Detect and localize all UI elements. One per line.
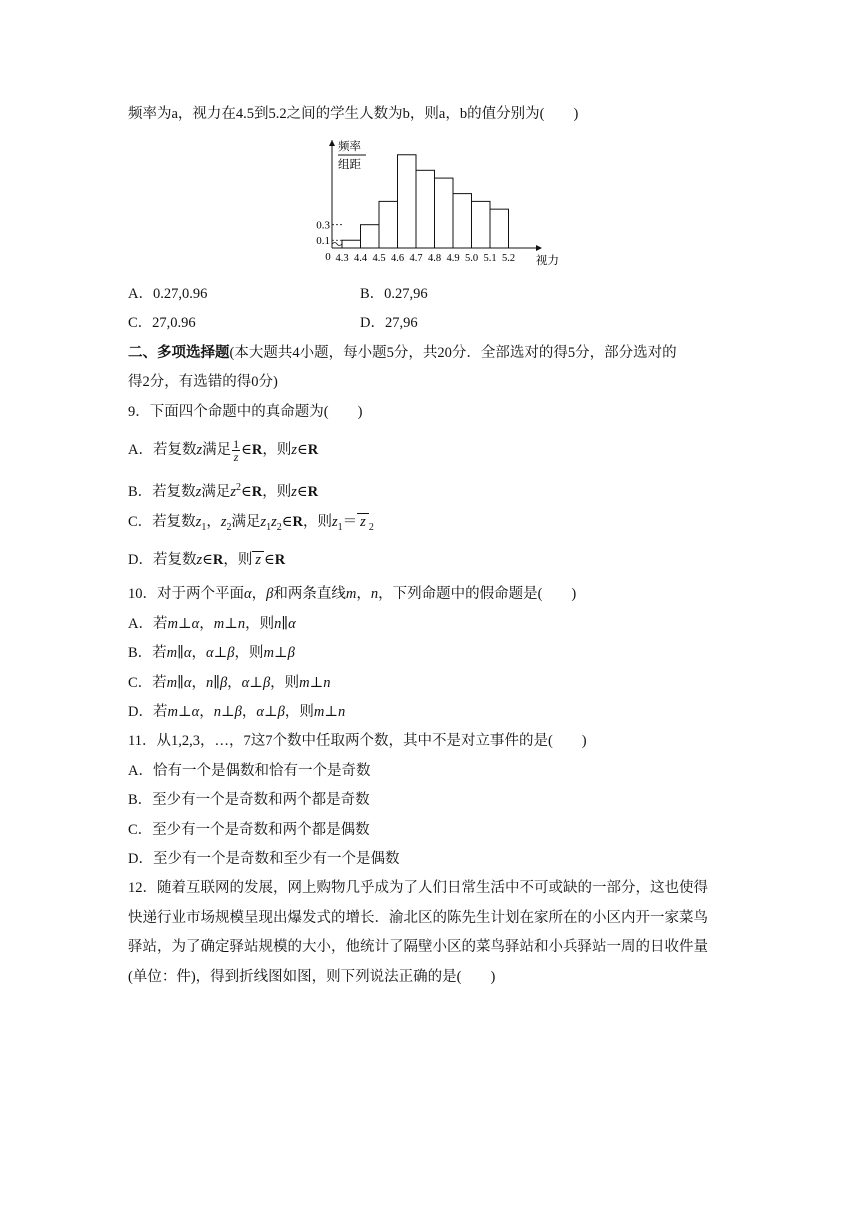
- histogram-bar: [416, 170, 435, 248]
- y-axis-arrow: [329, 140, 335, 146]
- q9-option-a: A．若复数z满足 $\frac{1}{z}$ ∈R，则z∈R: [128, 437, 319, 464]
- question-12-line-3: 驿站，为了确定驿站规模的大小，他统计了隔壁小区的菜鸟驿站和小兵驿站一周的日收件量: [128, 939, 708, 955]
- section-2-heading-line: [128, 343, 677, 363]
- x-axis-arrow: [536, 245, 542, 251]
- histogram-bar: [398, 155, 417, 248]
- question-12-line-1: 12．随着互联网的发展，网上购物几乎成为了人们日常生活中不可或缺的一部分，这也使得: [128, 880, 708, 896]
- q10-option-b: B．若m∥α，α⊥β，则m⊥β: [128, 645, 295, 661]
- q11-option-b: B．至少有一个是奇数和两个都是奇数: [128, 792, 370, 808]
- question-12-line-2: 快递行业市场规模呈现出爆发式的增长．渝北区的陈先生计划在家所在的小区内开一家菜鸟: [128, 910, 708, 926]
- q9-a-text-2: 满足: [202, 441, 232, 458]
- axis-break: [332, 243, 342, 246]
- q9-a-text: A．若复数: [128, 441, 197, 458]
- fraction-one-over-z: $\frac{1}{z}$: [233, 437, 240, 464]
- q9-option-c: C．若复数$z_1$，$z_2$满足$z_1z_2\in R$，则$z_1= z$ $_2$: [128, 514, 374, 533]
- q10-a-text: A．若: [128, 616, 168, 632]
- q10-text-b: 和两条直线: [273, 586, 346, 602]
- x-tick-label: 5.1: [483, 253, 497, 264]
- histogram-bar: [472, 201, 491, 248]
- y-tick-label: 0.1: [316, 235, 330, 248]
- histogram-bar: [361, 225, 380, 248]
- q10-text-c: ，下列命题中的假命题是( ): [378, 586, 577, 602]
- frequency-histogram: [300, 132, 560, 272]
- q8-option-b: B．0.27,96: [360, 286, 428, 302]
- y-tick-label: 0.3: [316, 219, 330, 232]
- x-tick-label: 4.5: [372, 253, 386, 264]
- x-axis-label: 视力: [536, 253, 559, 267]
- question-8-intro: 频率为a，视力在4.5到5.2之间的学生人数为b，则a，b的值分别为( ): [128, 106, 579, 122]
- histogram-bar: [453, 194, 472, 248]
- q10-text-a: 10．对于两个平面: [128, 586, 244, 602]
- section-2-note-cont: 得2分，有选错的得0分): [128, 374, 278, 390]
- q8-option-c: C．27,0.96: [128, 315, 196, 331]
- x-tick-label: 5.2: [501, 253, 516, 264]
- y-axis-label-top: 频率: [338, 139, 361, 153]
- x-tick-label: 4.9: [446, 253, 460, 264]
- q10-option-c: C．若m∥α，n∥β，α⊥β，则m⊥n: [128, 675, 331, 691]
- q10-c-text: C．若: [128, 675, 167, 691]
- x-tick-label: 4.3: [335, 253, 349, 264]
- question-12-line-4: (单位：件)，得到折线图如图，则下列说法正确的是( ): [128, 969, 496, 985]
- q11-option-c: C．至少有一个是奇数和两个都是偶数: [128, 822, 370, 838]
- x-tick-label: 4.4: [353, 253, 368, 264]
- q11-option-a: A．恰有一个是偶数和恰有一个是奇数: [128, 763, 371, 779]
- x-tick-label: 4.7: [409, 253, 423, 264]
- q8-option-d: D．27,96: [360, 315, 418, 331]
- q9-b-text: B．若复数: [128, 483, 196, 500]
- q10-b-text: B．若: [128, 645, 167, 661]
- x-tick-label: 4.6: [390, 253, 405, 264]
- q10-option-d: D．若m⊥α，n⊥β，α⊥β，则m⊥n: [128, 704, 346, 720]
- q10-option-a: A．若m⊥α，m⊥n，则n∥α: [128, 616, 296, 632]
- origin-label: 0: [325, 251, 331, 263]
- section-2-heading: 二、多项选择题: [128, 345, 230, 361]
- question-9-stem: 9．下面四个命题中的真命题为( ): [128, 404, 363, 420]
- x-tick-label: 4.8: [427, 253, 442, 264]
- question-11-stem: 11．从1,2,3，…，7这7个数中任取两个数，其中不是对立事件的是( ): [128, 733, 587, 749]
- q9-d-text: D．若复数: [128, 552, 197, 568]
- q9-a-text-3: ，则: [262, 441, 292, 458]
- section-2-note: (本大题共4小题，每小题5分，共20分．全部选对的得5分，部分选对的: [229, 345, 677, 361]
- q9-option-b: B．若复数z满足$z^2\in R$，则z∈R: [128, 482, 319, 500]
- y-axis-label-bottom: 组距: [338, 157, 361, 171]
- q9-c-text: C．若复数: [128, 514, 196, 530]
- question-10-stem: 10．对于两个平面α，β和两条直线m，n，下列命题中的假命题是( ): [128, 586, 577, 602]
- q9-option-d: D．若复数z∈R，则 z ∈R: [128, 552, 286, 568]
- q10-d-text: D．若: [128, 704, 168, 720]
- histogram-bar: [342, 240, 361, 248]
- histogram-bar: [379, 201, 398, 248]
- q8-option-a: A．0.27,0.96: [128, 286, 208, 302]
- q11-option-d: D．至少有一个是奇数和至少有一个是偶数: [128, 851, 400, 867]
- x-tick-label: 5.0: [464, 253, 479, 264]
- histogram-bar: [490, 209, 509, 248]
- histogram-bar: [435, 178, 454, 248]
